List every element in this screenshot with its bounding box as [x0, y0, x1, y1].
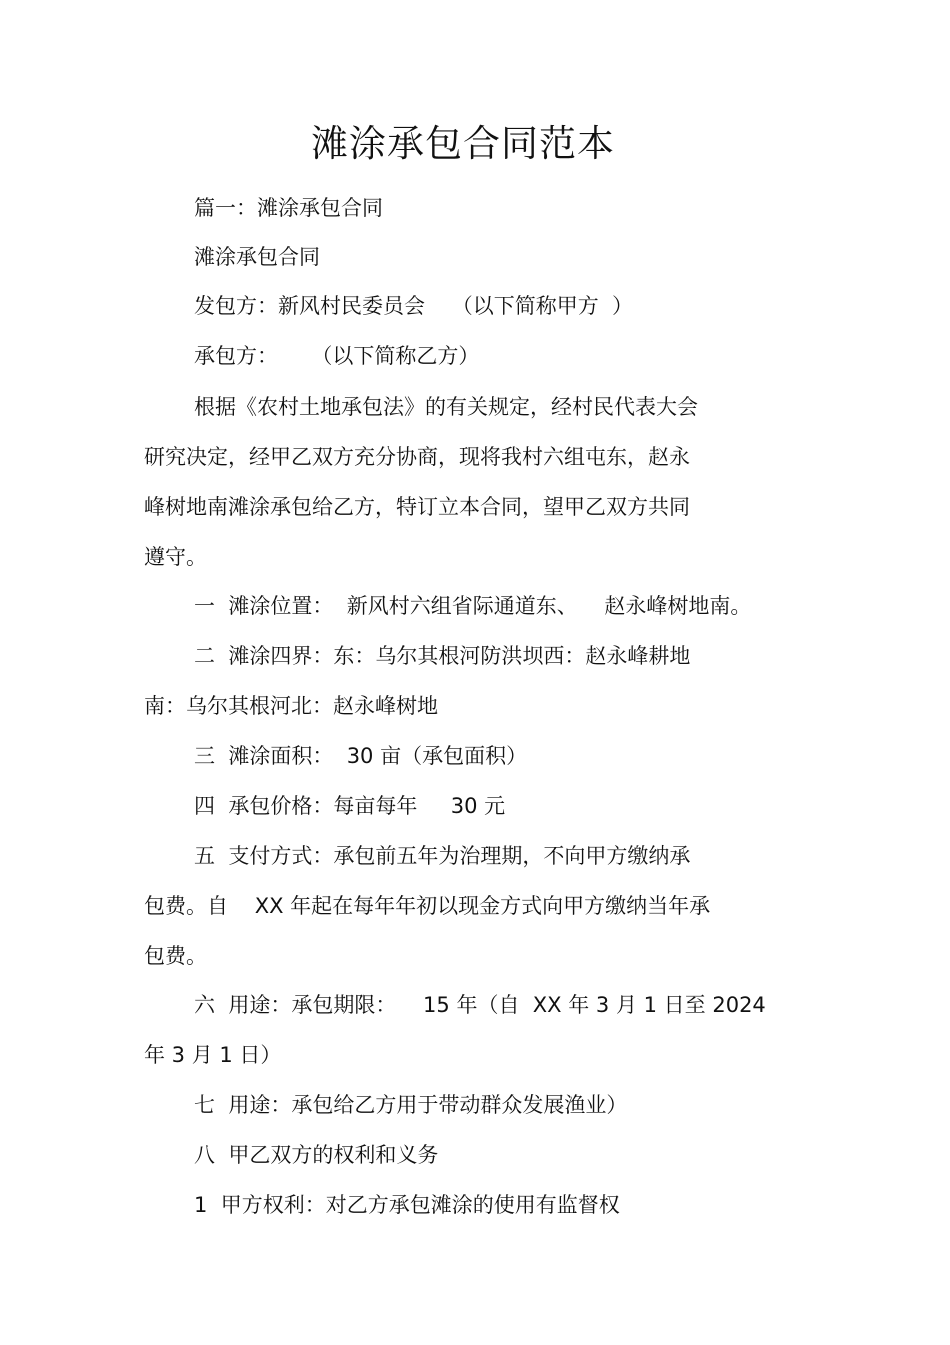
clause-5-payment-cont: 包费。自 XX 年起在每年年初以现金方式向甲方缴纳当年承: [144, 894, 711, 918]
contract-heading: 滩涂承包合同: [194, 245, 320, 269]
clause-6-term: 六 用途：承包期限： 15 年（自 XX 年 3 月 1 日至 2024: [194, 993, 766, 1017]
preamble-line-4: 遵守。: [144, 545, 207, 569]
clause-2-boundaries: 二 滩涂四界：东：乌尔其根河防洪坝西：赵永峰耕地: [194, 644, 691, 668]
preamble-line-2: 研究决定，经甲乙双方充分协商，现将我村六组屯东，赵永: [144, 445, 690, 469]
clause-5-payment: 五 支付方式：承包前五年为治理期，不向甲方缴纳承: [194, 844, 691, 868]
clause-7-purpose: 七 用途：承包给乙方用于带动群众发展渔业）: [194, 1093, 628, 1117]
clause-8-item-1: 1 甲方权利：对乙方承包滩涂的使用有监督权: [194, 1193, 620, 1217]
clause-2-boundaries-cont: 南：乌尔其根河北：赵永峰树地: [144, 694, 438, 718]
clause-3-area: 三 滩涂面积： 30 亩（承包面积）: [194, 744, 528, 768]
clause-1-location: 一 滩涂位置： 新风村六组省际通道东、 赵永峰树地南。: [194, 594, 752, 618]
preamble-line-1: 根据《农村土地承包法》的有关规定，经村民代表大会: [194, 395, 698, 419]
preamble-line-3: 峰树地南滩涂承包给乙方，特订立本合同，望甲乙双方共同: [144, 495, 690, 519]
section-heading-part-one: 篇一：滩涂承包合同: [194, 196, 383, 220]
clause-5-payment-end: 包费。: [144, 944, 207, 968]
clause-6-term-cont: 年 3 月 1 日）: [144, 1043, 282, 1067]
clause-8-rights-heading: 八 甲乙双方的权利和义务: [194, 1143, 439, 1167]
document-title: 滩涂承包合同范本: [311, 122, 615, 165]
party-a-line: 发包方：新风村民委员会 （以下简称甲方 ）: [194, 294, 634, 318]
clause-4-price: 四 承包价格：每亩每年 30 元: [194, 794, 506, 818]
party-b-line: 承包方： （以下简称乙方）: [194, 344, 480, 368]
